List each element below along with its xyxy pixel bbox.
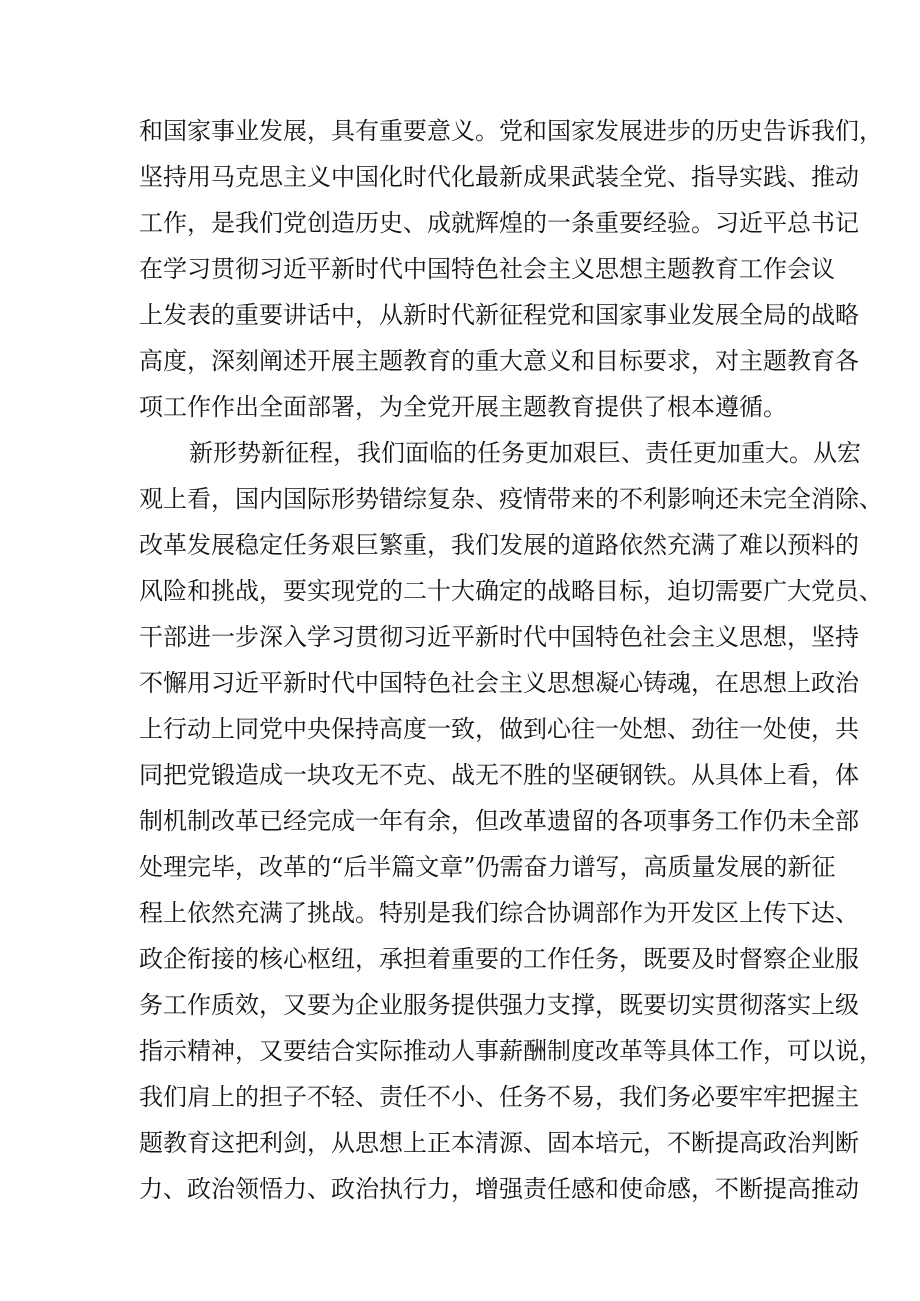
paragraph-2-line-12: 政企衔接的核心枢纽，承担着重要的工作任务，既要及时督察企业服 bbox=[139, 945, 859, 973]
paragraph-1-line-7: 项工作作出全面部署，为全党开展主题教育提供了根本遵循。 bbox=[139, 393, 787, 421]
paragraph-1-line-4: 在学习贯彻习近平新时代中国特色社会主义思想主题教育工作会议 bbox=[139, 255, 835, 283]
paragraph-2-line-15: 我们肩上的担子不轻、责任不小、任务不易，我们务必要牢牢把握主 bbox=[139, 1083, 859, 1111]
paragraph-1-line-2: 坚持用马克思主义中国化时代化最新成果武装全党、指导实践、推动 bbox=[139, 163, 859, 191]
paragraph-1-line-3: 工作，是我们党创造历史、成就辉煌的一条重要经验。习近平总书记 bbox=[139, 209, 859, 237]
paragraph-2-line-16: 题教育这把利剑，从思想上正本清源、固本培元，不断提高政治判断 bbox=[139, 1129, 859, 1157]
paragraph-2-line-8: 同把党锻造成一块攻无不克、战无不胜的坚硬钢铁。从具体上看，体 bbox=[139, 761, 859, 789]
paragraph-2-line-5: 干部进一步深入学习贯彻习近平新时代中国特色社会主义思想，坚持 bbox=[139, 623, 859, 651]
paragraph-1-line-1: 和国家事业发展，具有重要意义。党和国家发展进步的历史告诉我们， bbox=[139, 117, 883, 145]
paragraph-2-line-2: 观上看，国内国际形势错综复杂、疫情带来的不利影响还未完全消除、 bbox=[139, 485, 883, 513]
paragraph-2-line-4: 风险和挑战，要实现党的二十大确定的战略目标，迫切需要广大党员、 bbox=[139, 577, 883, 605]
paragraph-2-line-6: 不懈用习近平新时代中国特色社会主义思想凝心铸魂，在思想上政治 bbox=[139, 669, 859, 697]
paragraph-2-line-11: 程上依然充满了挑战。特别是我们综合协调部作为开发区上传下达、 bbox=[139, 899, 859, 927]
paragraph-1-line-5: 上发表的重要讲话中，从新时代新征程党和国家事业发展全局的战略 bbox=[139, 301, 859, 329]
paragraph-2-line-1: 新形势新征程，我们面临的任务更加艰巨、责任更加重大。从宏 bbox=[189, 439, 861, 467]
paragraph-2-line-9: 制机制改革已经完成一年有余，但改革遗留的各项事务工作仍未全部 bbox=[139, 807, 859, 835]
paragraph-2-line-14: 指示精神，又要结合实际推动人事薪酬制度改革等具体工作，可以说， bbox=[139, 1037, 883, 1065]
paragraph-2-line-10: 处理完毕，改革的“后半篇文章”仍需奋力谱写，高质量发展的新征 bbox=[139, 853, 836, 881]
paragraph-2-line-17: 力、政治领悟力、政治执行力，增强责任感和使命感，不断提高推动 bbox=[139, 1175, 859, 1203]
paragraph-2-line-7: 上行动上同党中央保持高度一致，做到心往一处想、劲往一处使，共 bbox=[139, 715, 859, 743]
paragraph-2-line-13: 务工作质效，又要为企业服务提供强力支撑，既要切实贯彻落实上级 bbox=[139, 991, 859, 1019]
paragraph-2-line-3: 改革发展稳定任务艰巨繁重，我们发展的道路依然充满了难以预料的 bbox=[139, 531, 859, 559]
paragraph-1-line-6: 高度，深刻阐述开展主题教育的重大意义和目标要求，对主题教育各 bbox=[139, 347, 859, 375]
